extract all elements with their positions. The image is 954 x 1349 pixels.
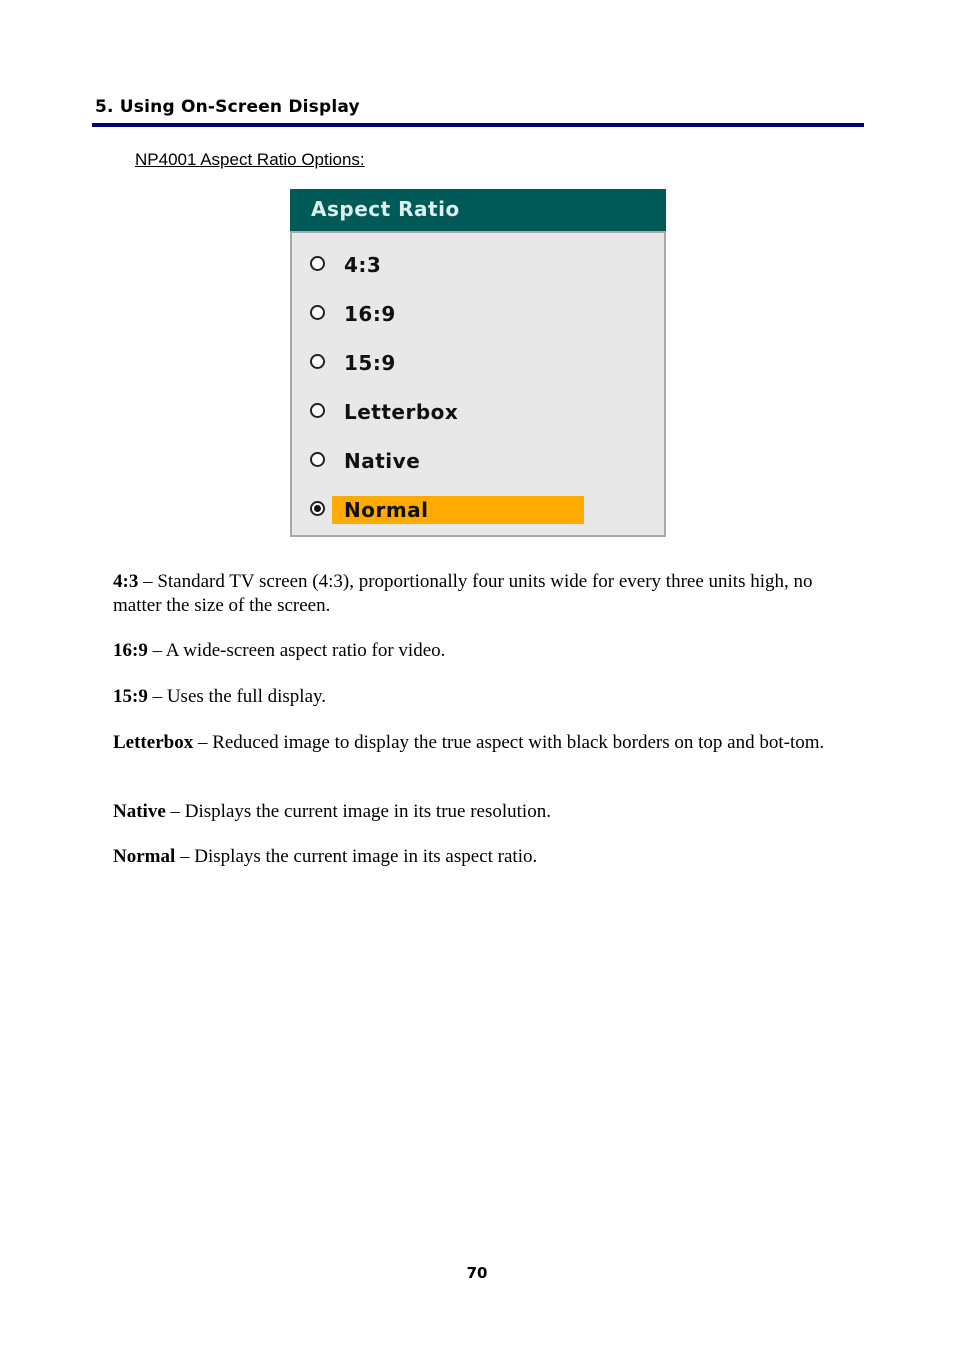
description-term: 16:9 [113, 640, 148, 661]
option-label: 16:9 [344, 302, 396, 326]
option-label: 15:9 [344, 351, 396, 375]
page-number: 70 [466, 1264, 488, 1282]
description-text: – Displays the current image in its aspect ratio. [175, 846, 538, 867]
description-term: 4:3 [113, 571, 139, 592]
menu-title: Aspect Ratio [311, 197, 460, 221]
option-normal[interactable] [310, 496, 586, 524]
description-letterbox [113, 731, 848, 755]
description-normal [113, 845, 848, 869]
description-text: – Reduced image to display the true aspect with black borders on top and bot-tom. [193, 732, 825, 753]
option-15-9[interactable] [310, 349, 586, 377]
radio-unchecked-icon[interactable] [310, 354, 325, 369]
description-term: 15:9 [113, 686, 148, 707]
menu-body [290, 231, 666, 537]
option-4-3[interactable] [310, 251, 586, 279]
description-text: – Displays the current image in its true resolution. [165, 801, 551, 822]
description-4-3 [113, 570, 848, 618]
description-text: – A wide-screen aspect ratio for video. [147, 640, 446, 661]
description-text: – Standard TV screen (4:3), proportionally four units wide for every three units high, no matter the size of the screen. [113, 571, 813, 616]
description-term: Letterbox [113, 732, 194, 753]
description-term: Native [113, 801, 166, 822]
section-title: 5. Using On-Screen Display [95, 97, 360, 117]
description-text: – Uses the full display. [147, 686, 327, 707]
option-16-9[interactable] [310, 300, 586, 328]
option-label: Letterbox [344, 400, 459, 424]
description-native [113, 800, 848, 824]
description-16-9 [113, 639, 848, 663]
radio-unchecked-icon[interactable] [310, 403, 325, 418]
description-15-9 [113, 685, 848, 709]
title-rule [92, 123, 864, 127]
option-label: 4:3 [344, 253, 382, 277]
radio-checked-icon[interactable] [310, 501, 325, 516]
option-letterbox[interactable] [310, 398, 586, 426]
option-label: Native [344, 449, 421, 473]
option-native[interactable] [310, 447, 586, 475]
radio-unchecked-icon[interactable] [310, 305, 325, 320]
option-label: Normal [344, 498, 429, 522]
radio-unchecked-icon[interactable] [310, 256, 325, 271]
aspect-ratio-menu [290, 189, 666, 537]
description-term: Normal [113, 846, 176, 867]
radio-unchecked-icon[interactable] [310, 452, 325, 467]
menu-header [290, 189, 666, 231]
figure-caption: NP4001 Aspect Ratio Options: [135, 150, 365, 169]
